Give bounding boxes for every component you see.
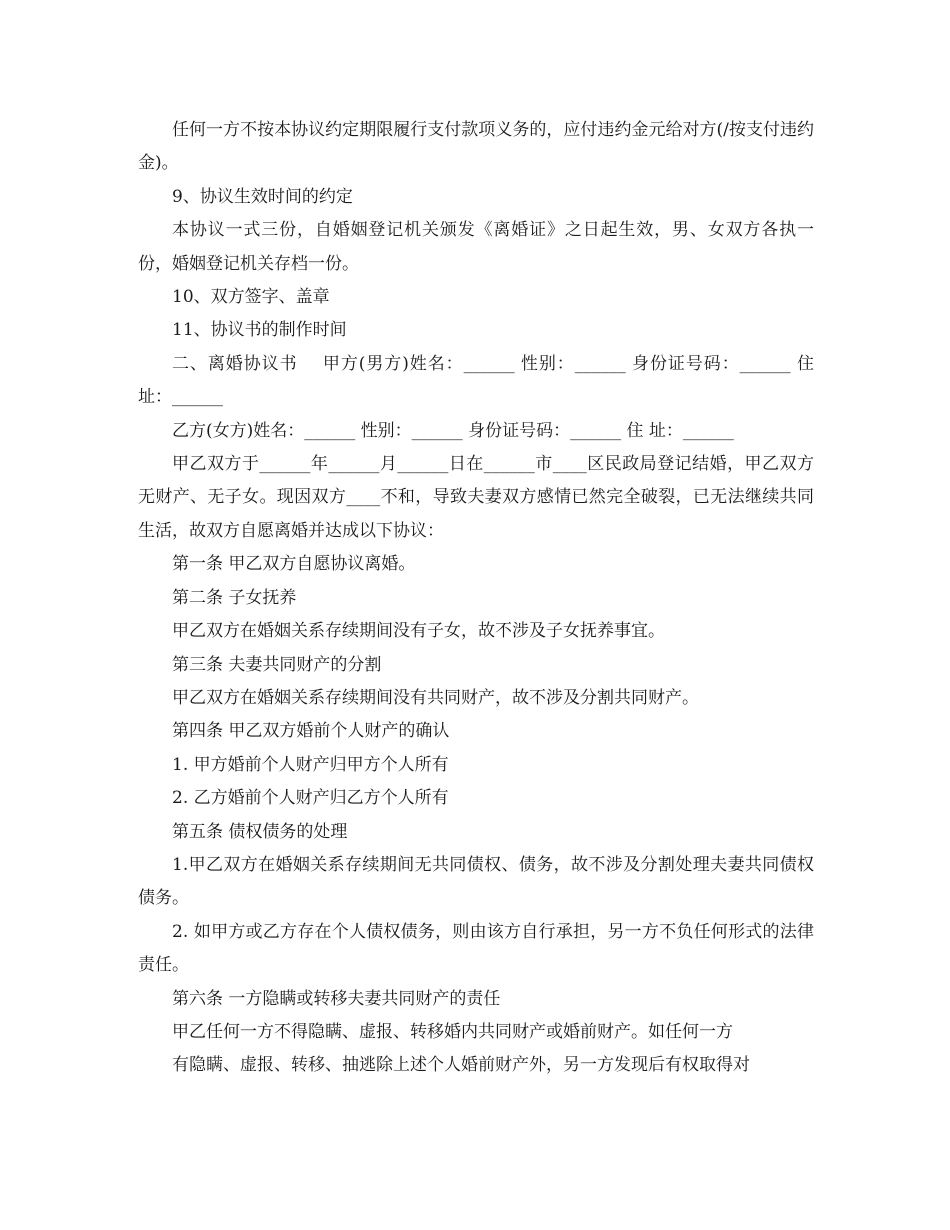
article-3-body: 甲乙双方在婚姻关系存续期间没有共同财产，故不涉及分割共同财产。 bbox=[172, 687, 699, 708]
article-3-heading: 第三条 夫妻共同财产的分割 bbox=[172, 654, 382, 675]
paragraph-effective-time: 本协议一式三份，自婚姻登记机关颁发《离婚证》之日起生效，男、女双方各执一份，婚姻登记机关存档一份。 bbox=[138, 220, 814, 274]
document-body bbox=[138, 114, 820, 1083]
heading-effective-time: 9、协议生效时间的约定 bbox=[172, 186, 353, 207]
article-1: 第一条 甲乙双方自愿协议离婚。 bbox=[172, 554, 416, 575]
article-5-item-1: 1.甲乙双方在婚姻关系存续期间无共同债权、债务，故不涉及分割处理夫妻共同债权债务。 bbox=[138, 854, 814, 909]
article-2-heading: 第二条 子女抚养 bbox=[172, 587, 297, 608]
article-4-heading: 第四条 甲乙双方婚前个人财产的确认 bbox=[172, 721, 450, 742]
article-5-heading: 第五条 债权债务的处理 bbox=[172, 821, 348, 842]
article-2-body: 甲乙双方在婚姻关系存续期间没有子女，故不涉及子女抚养事宜。 bbox=[172, 621, 665, 642]
paragraph-penalty-clause: 任何一方不按本协议约定期限履行支付款项义务的，应付违约金元给对方(/按支付违约金)。 bbox=[138, 120, 814, 174]
paragraph-party-b-info: 乙方(女方)姓名：______ 性别：______ 身份证号码：______ 住 址：______ bbox=[172, 420, 734, 441]
heading-creation-time: 11、协议书的制作时间 bbox=[172, 320, 347, 341]
article-4-item-2: 2. 乙方婚前个人财产归乙方个人所有 bbox=[172, 788, 449, 809]
article-6-body-line-1: 甲乙任何一方不得隐瞒、虚报、转移婚内共同财产或婚前财产。如任何一方 bbox=[172, 1021, 733, 1042]
article-4-item-1: 1. 甲方婚前个人财产归甲方个人所有 bbox=[172, 754, 449, 775]
article-6-heading: 第六条 一方隐瞒或转移夫妻共同财产的责任 bbox=[172, 988, 501, 1009]
paragraph-marriage-background: 甲乙双方于______年______月______日在______市____区民政局登记结婚，甲乙双方无财产、无子女。现因双方____不和，导致夫妻双方感情已然完全破裂，已无法继续共同生活，故双方自愿离婚并达成以下协议： bbox=[138, 454, 814, 541]
paragraph-party-a-info: 二、离婚协议书 甲方(男方)姓名：______ 性别：______ 身份证号码：______ 住 址：______ bbox=[138, 353, 820, 408]
heading-signatures: 10、双方签字、盖章 bbox=[172, 287, 330, 308]
article-5-item-2: 2. 如甲方或乙方存在个人债权债务，则由该方自行承担，另一方不负任何形式的法律责任。 bbox=[138, 921, 814, 976]
article-6-body-line-2: 有隐瞒、虚报、转移、抽逃除上述个人婚前财产外，另一方发现后有权取得对 bbox=[172, 1055, 750, 1076]
